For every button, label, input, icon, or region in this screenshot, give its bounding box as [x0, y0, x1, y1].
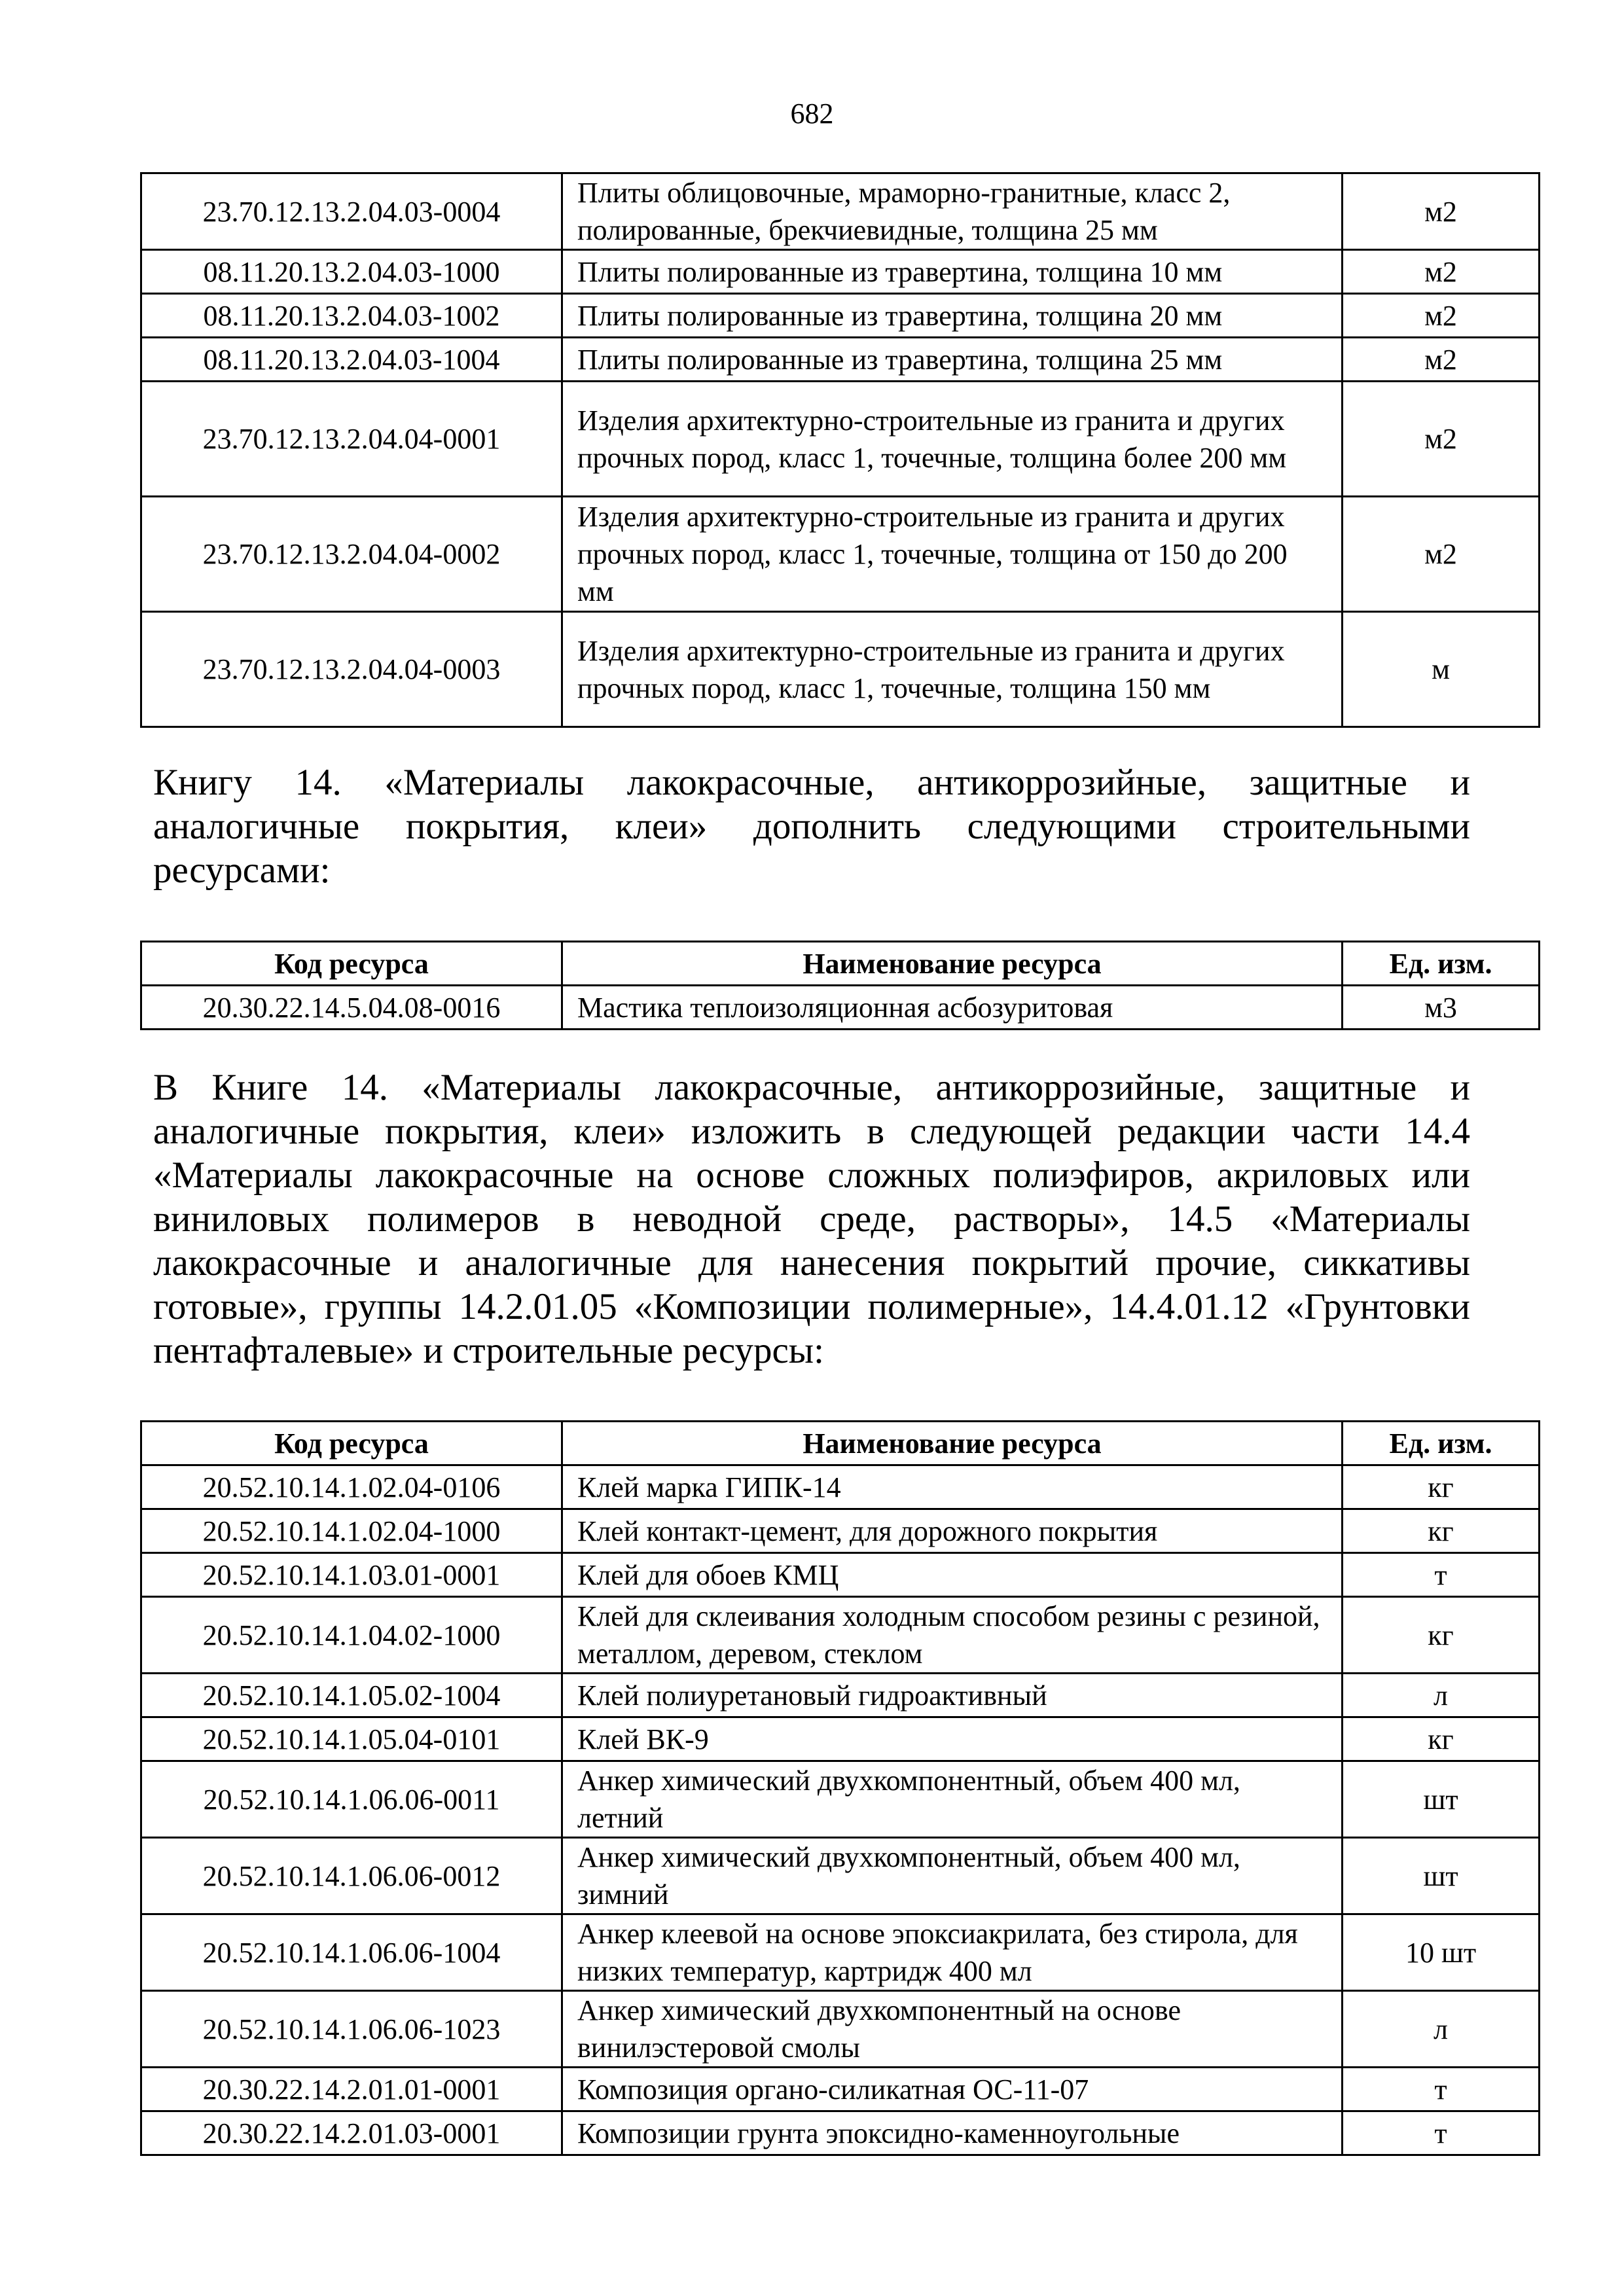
- resource-code: 20.52.10.14.1.06.06-0012: [141, 1838, 562, 1914]
- resource-name: Клей полиуретановый гидроактивный: [562, 1674, 1343, 1717]
- table-row: [141, 612, 1540, 727]
- resource-name: Плиты полированные из травертина, толщина 10 мм: [562, 250, 1343, 294]
- resource-name: Плиты облицовочные, мраморно-гранитные, класс 2, полированные, брекчиевидные, толщина 25 мм: [562, 173, 1343, 250]
- resource-unit: кг: [1343, 1465, 1540, 1509]
- resource-code: 20.52.10.14.1.06.06-1023: [141, 1991, 562, 2068]
- resource-name: Изделия архитектурно-строительные из гранита и других прочных пород, класс 1, точечные, толщина от 150 до 200 мм: [562, 497, 1343, 612]
- resource-unit: т: [1343, 2111, 1540, 2155]
- resource-code: 23.70.12.13.2.04.03-0004: [141, 173, 562, 250]
- column-header-unit: Ед. изм.: [1343, 942, 1540, 986]
- table-row: [141, 1509, 1540, 1553]
- resource-code: 20.52.10.14.1.02.04-0106: [141, 1465, 562, 1509]
- table-header-row: [141, 1422, 1540, 1465]
- resource-name: Изделия архитектурно-строительные из гранита и других прочных пород, класс 1, точечные, толщина 150 мм: [562, 612, 1343, 727]
- resource-unit: м2: [1343, 497, 1540, 612]
- resource-name: Плиты полированные из травертина, толщина 25 мм: [562, 338, 1343, 382]
- table-row: [141, 1838, 1540, 1914]
- table-row: [141, 986, 1540, 1030]
- resource-code: 23.70.12.13.2.04.04-0002: [141, 497, 562, 612]
- table-row: [141, 250, 1540, 294]
- resource-name: Анкер клеевой на основе эпоксиакрилата, без стирола, для низких температур, картридж 400 мл: [562, 1914, 1343, 1991]
- table-row: [141, 1914, 1540, 1991]
- resource-unit: шт: [1343, 1761, 1540, 1838]
- resource-name: Композиция органо-силикатная ОС-11-07: [562, 2068, 1343, 2111]
- resource-unit: м: [1343, 612, 1540, 727]
- resource-table-3: [140, 1420, 1540, 2156]
- resource-code: 20.52.10.14.1.06.06-0011: [141, 1761, 562, 1838]
- table-row: [141, 1991, 1540, 2068]
- table-row: [141, 2068, 1540, 2111]
- resource-code: 20.52.10.14.1.05.02-1004: [141, 1674, 562, 1717]
- resource-unit: м2: [1343, 173, 1540, 250]
- table-header-row: [141, 942, 1540, 986]
- resource-unit: т: [1343, 2068, 1540, 2111]
- resource-unit: кг: [1343, 1597, 1540, 1674]
- resource-unit: л: [1343, 1991, 1540, 2068]
- table-row: [141, 338, 1540, 382]
- column-header-unit: Ед. изм.: [1343, 1422, 1540, 1465]
- resource-code: 20.30.22.14.2.01.01-0001: [141, 2068, 562, 2111]
- resource-name: Клей для склеивания холодным способом резины с резиной, металлом, деревом, стеклом: [562, 1597, 1343, 1674]
- resource-code: 20.52.10.14.1.03.01-0001: [141, 1553, 562, 1597]
- resource-name: Клей марка ГИПК-14: [562, 1465, 1343, 1509]
- resource-unit: кг: [1343, 1509, 1540, 1553]
- resource-name: Клей для обоев КМЦ: [562, 1553, 1343, 1597]
- resource-name: Плиты полированные из травертина, толщина 20 мм: [562, 294, 1343, 338]
- resource-name: Анкер химический двухкомпонентный, объем 400 мл, летний: [562, 1761, 1343, 1838]
- resource-code: 20.52.10.14.1.06.06-1004: [141, 1914, 562, 1991]
- column-header-code: Код ресурса: [141, 942, 562, 986]
- resource-table-1: [140, 172, 1540, 728]
- column-header-code: Код ресурса: [141, 1422, 562, 1465]
- table-row: [141, 1553, 1540, 1597]
- resource-code: 20.52.10.14.1.04.02-1000: [141, 1597, 562, 1674]
- resource-code: 08.11.20.13.2.04.03-1000: [141, 250, 562, 294]
- table-row: [141, 382, 1540, 497]
- column-header-name: Наименование ресурса: [562, 942, 1343, 986]
- table-row: [141, 1674, 1540, 1717]
- table-row: [141, 173, 1540, 250]
- resource-code: 20.52.10.14.1.05.04-0101: [141, 1717, 562, 1761]
- resource-unit: м2: [1343, 250, 1540, 294]
- resource-name: Клей ВК-9: [562, 1717, 1343, 1761]
- resource-code: 20.30.22.14.5.04.08-0016: [141, 986, 562, 1030]
- table-row: [141, 497, 1540, 612]
- resource-code: 08.11.20.13.2.04.03-1002: [141, 294, 562, 338]
- resource-name: Мастика теплоизоляционная асбозуритовая: [562, 986, 1343, 1030]
- resource-name: Анкер химический двухкомпонентный на основе винилэстеровой смолы: [562, 1991, 1343, 2068]
- table-row: [141, 1465, 1540, 1509]
- table-row: [141, 1761, 1540, 1838]
- resource-unit: т: [1343, 1553, 1540, 1597]
- resource-unit: м2: [1343, 382, 1540, 497]
- resource-name: Анкер химический двухкомпонентный, объем 400 мл, зимний: [562, 1838, 1343, 1914]
- resource-name: Клей контакт-цемент, для дорожного покрытия: [562, 1509, 1343, 1553]
- resource-code: 23.70.12.13.2.04.04-0003: [141, 612, 562, 727]
- resource-unit: кг: [1343, 1717, 1540, 1761]
- resource-name: Изделия архитектурно-строительные из гранита и других прочных пород, класс 1, точечные, толщина более 200 мм: [562, 382, 1343, 497]
- paragraph-revision: В Книге 14. «Материалы лакокрасочные, антикоррозийные, защитные и аналогичные покрытия, клеи» изложить в следующей редакции части 14.4 «Материалы лакокрасочные на основе сложных полиэфиров, акриловых или виниловых полимеров в неводной среде, растворы», 14.5 «Материалы лакокрасочные и аналогичные для нанесения покрытий прочие, сиккативы готовые», группы 14.2.01.05 «Композиции полимерные», 14.4.01.12 «Грунтовки пентафталевые» и строительные ресурсы:: [153, 1067, 1470, 1371]
- resource-code: 20.30.22.14.2.01.03-0001: [141, 2111, 562, 2155]
- resource-code: 23.70.12.13.2.04.04-0001: [141, 382, 562, 497]
- resource-unit: л: [1343, 1674, 1540, 1717]
- paragraph-supplement: Книгу 14. «Материалы лакокрасочные, антикоррозийные, защитные и аналогичные покрытия, клеи» дополнить следующими строительными ресурсами:: [153, 762, 1470, 891]
- resource-code: 20.52.10.14.1.02.04-1000: [141, 1509, 562, 1553]
- table-row: [141, 1597, 1540, 1674]
- resource-unit: шт: [1343, 1838, 1540, 1914]
- resource-unit: м2: [1343, 338, 1540, 382]
- column-header-name: Наименование ресурса: [562, 1422, 1343, 1465]
- resource-name: Композиции грунта эпоксидно-каменноугольные: [562, 2111, 1343, 2155]
- resource-unit: м2: [1343, 294, 1540, 338]
- resource-unit: 10 шт: [1343, 1914, 1540, 1991]
- resource-code: 08.11.20.13.2.04.03-1004: [141, 338, 562, 382]
- page-number: 682: [790, 98, 834, 130]
- table-row: [141, 294, 1540, 338]
- resource-unit: м3: [1343, 986, 1540, 1030]
- resource-table-2: [140, 941, 1540, 1030]
- table-row: [141, 2111, 1540, 2155]
- table-row: [141, 1717, 1540, 1761]
